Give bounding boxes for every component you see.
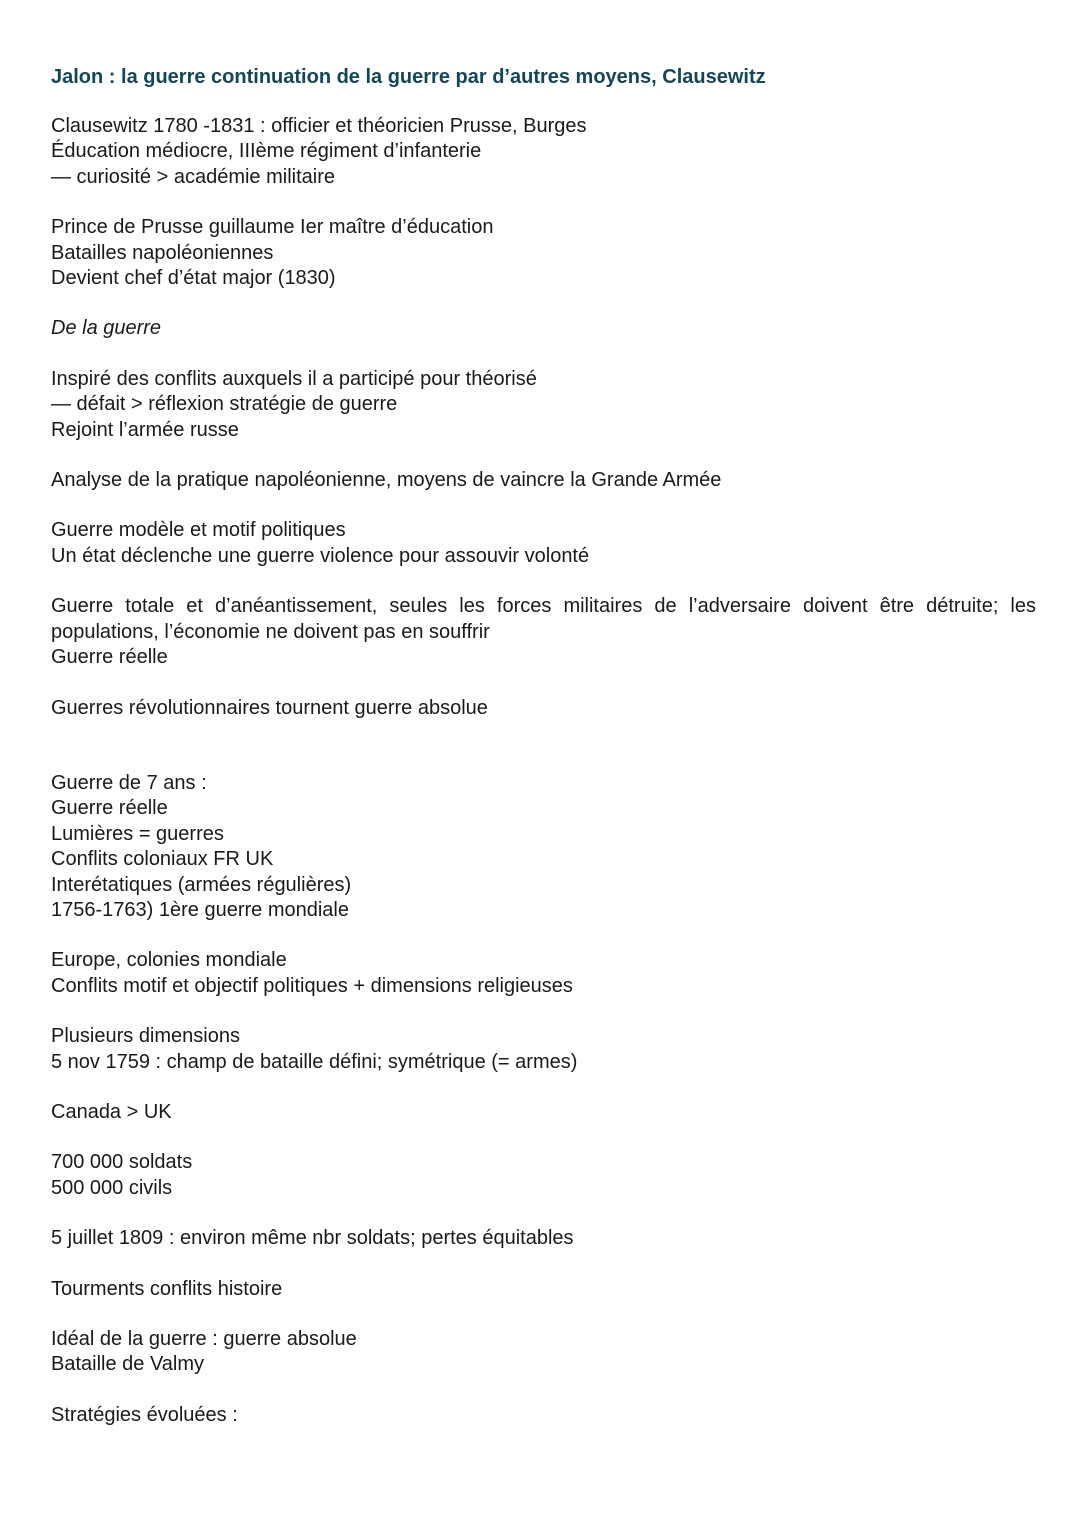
text-block-europe — [51, 948, 1036, 999]
book-title: De la guerre — [51, 317, 162, 340]
text-line: Bataille de Valmy — [51, 1353, 205, 1376]
text-line: Guerre de 7 ans : — [51, 771, 207, 794]
text-block-canada — [51, 1100, 1036, 1125]
text-line: Plusieurs dimensions — [51, 1025, 240, 1048]
text-line: Canada > UK — [51, 1100, 172, 1123]
text-block-analysis — [51, 468, 1036, 493]
text-line: 5 nov 1759 : champ de bataille défini; symétrique (= armes) — [51, 1050, 578, 1073]
text-line: Devient chef d’état major (1830) — [51, 267, 336, 290]
text-block-career — [51, 215, 1036, 291]
text-line: Batailles napoléoniennes — [51, 241, 274, 264]
text-line: Guerres révolutionnaires tournent guerre absolue — [51, 696, 488, 719]
text-block-inspiration — [51, 367, 1036, 443]
text-line: Stratégies évoluées : — [51, 1403, 238, 1426]
document-title: Jalon : la guerre continuation de la guerre par d’autres moyens, Clausewitz — [51, 66, 766, 88]
text-line: Idéal de la guerre : guerre absolue — [51, 1328, 357, 1350]
text-line: Analyse de la pratique napoléonienne, moyens de vaincre la Grande Armée — [51, 469, 722, 492]
text-block-ideal — [51, 1327, 1036, 1378]
text-block-strategies — [51, 1403, 1036, 1428]
text-block-total-war — [51, 594, 1036, 670]
text-paragraph: Guerre totale et d’anéantissement, seules les forces militaires de l’adversaire doivent être détruite; les populations, l’économie ne doivent pas en souffrir — [51, 595, 1036, 643]
text-line: Tourments conflits histoire — [51, 1277, 283, 1300]
text-block-torments — [51, 1277, 1036, 1302]
text-line: Europe, colonies mondiale — [51, 949, 287, 972]
text-block-1809 — [51, 1226, 1036, 1251]
text-line: 5 juillet 1809 : environ même nbr soldats; pertes équitables — [51, 1227, 574, 1250]
text-block-book-title — [51, 316, 1036, 341]
text-line: 500 000 civils — [51, 1176, 173, 1199]
text-line: Guerre réelle — [51, 797, 168, 820]
text-line: Rejoint l’armée russe — [51, 418, 239, 441]
text-line: Interétatiques (armées régulières) — [51, 873, 352, 896]
text-line: 700 000 soldats — [51, 1151, 193, 1174]
text-block-biography — [51, 114, 1036, 190]
text-line: Éducation médiocre, IIIème régiment d’infanterie — [51, 140, 482, 163]
text-line: Prince de Prusse guillaume Ier maître d’éducation — [51, 216, 494, 239]
text-line: — curiosité > académie militaire — [51, 165, 335, 188]
text-line: Inspiré des conflits auxquels il a participé pour théorisé — [51, 367, 537, 390]
text-block-seven-years-war — [51, 771, 1036, 923]
text-line: Lumières = guerres — [51, 822, 224, 845]
document-page — [51, 62, 1036, 1453]
text-block-casualties — [51, 1150, 1036, 1201]
text-line: — défait > réflexion stratégie de guerre — [51, 393, 398, 416]
text-line: Un état déclenche une guerre violence pour assouvir volonté — [51, 544, 590, 567]
text-line: Clausewitz 1780 -1831 : officier et théoricien Prusse, Burges — [51, 115, 587, 137]
text-block-model — [51, 518, 1036, 569]
text-line: Guerre modèle et motif politiques — [51, 519, 346, 542]
text-line: Guerre réelle — [51, 646, 168, 669]
text-line: 1756-1763) 1ère guerre mondiale — [51, 898, 349, 921]
text-line: Conflits motif et objectif politiques + dimensions religieuses — [51, 974, 573, 997]
text-block-dimensions — [51, 1024, 1036, 1075]
text-line: Conflits coloniaux FR UK — [51, 848, 274, 871]
text-block-revolutionary — [51, 696, 1036, 721]
